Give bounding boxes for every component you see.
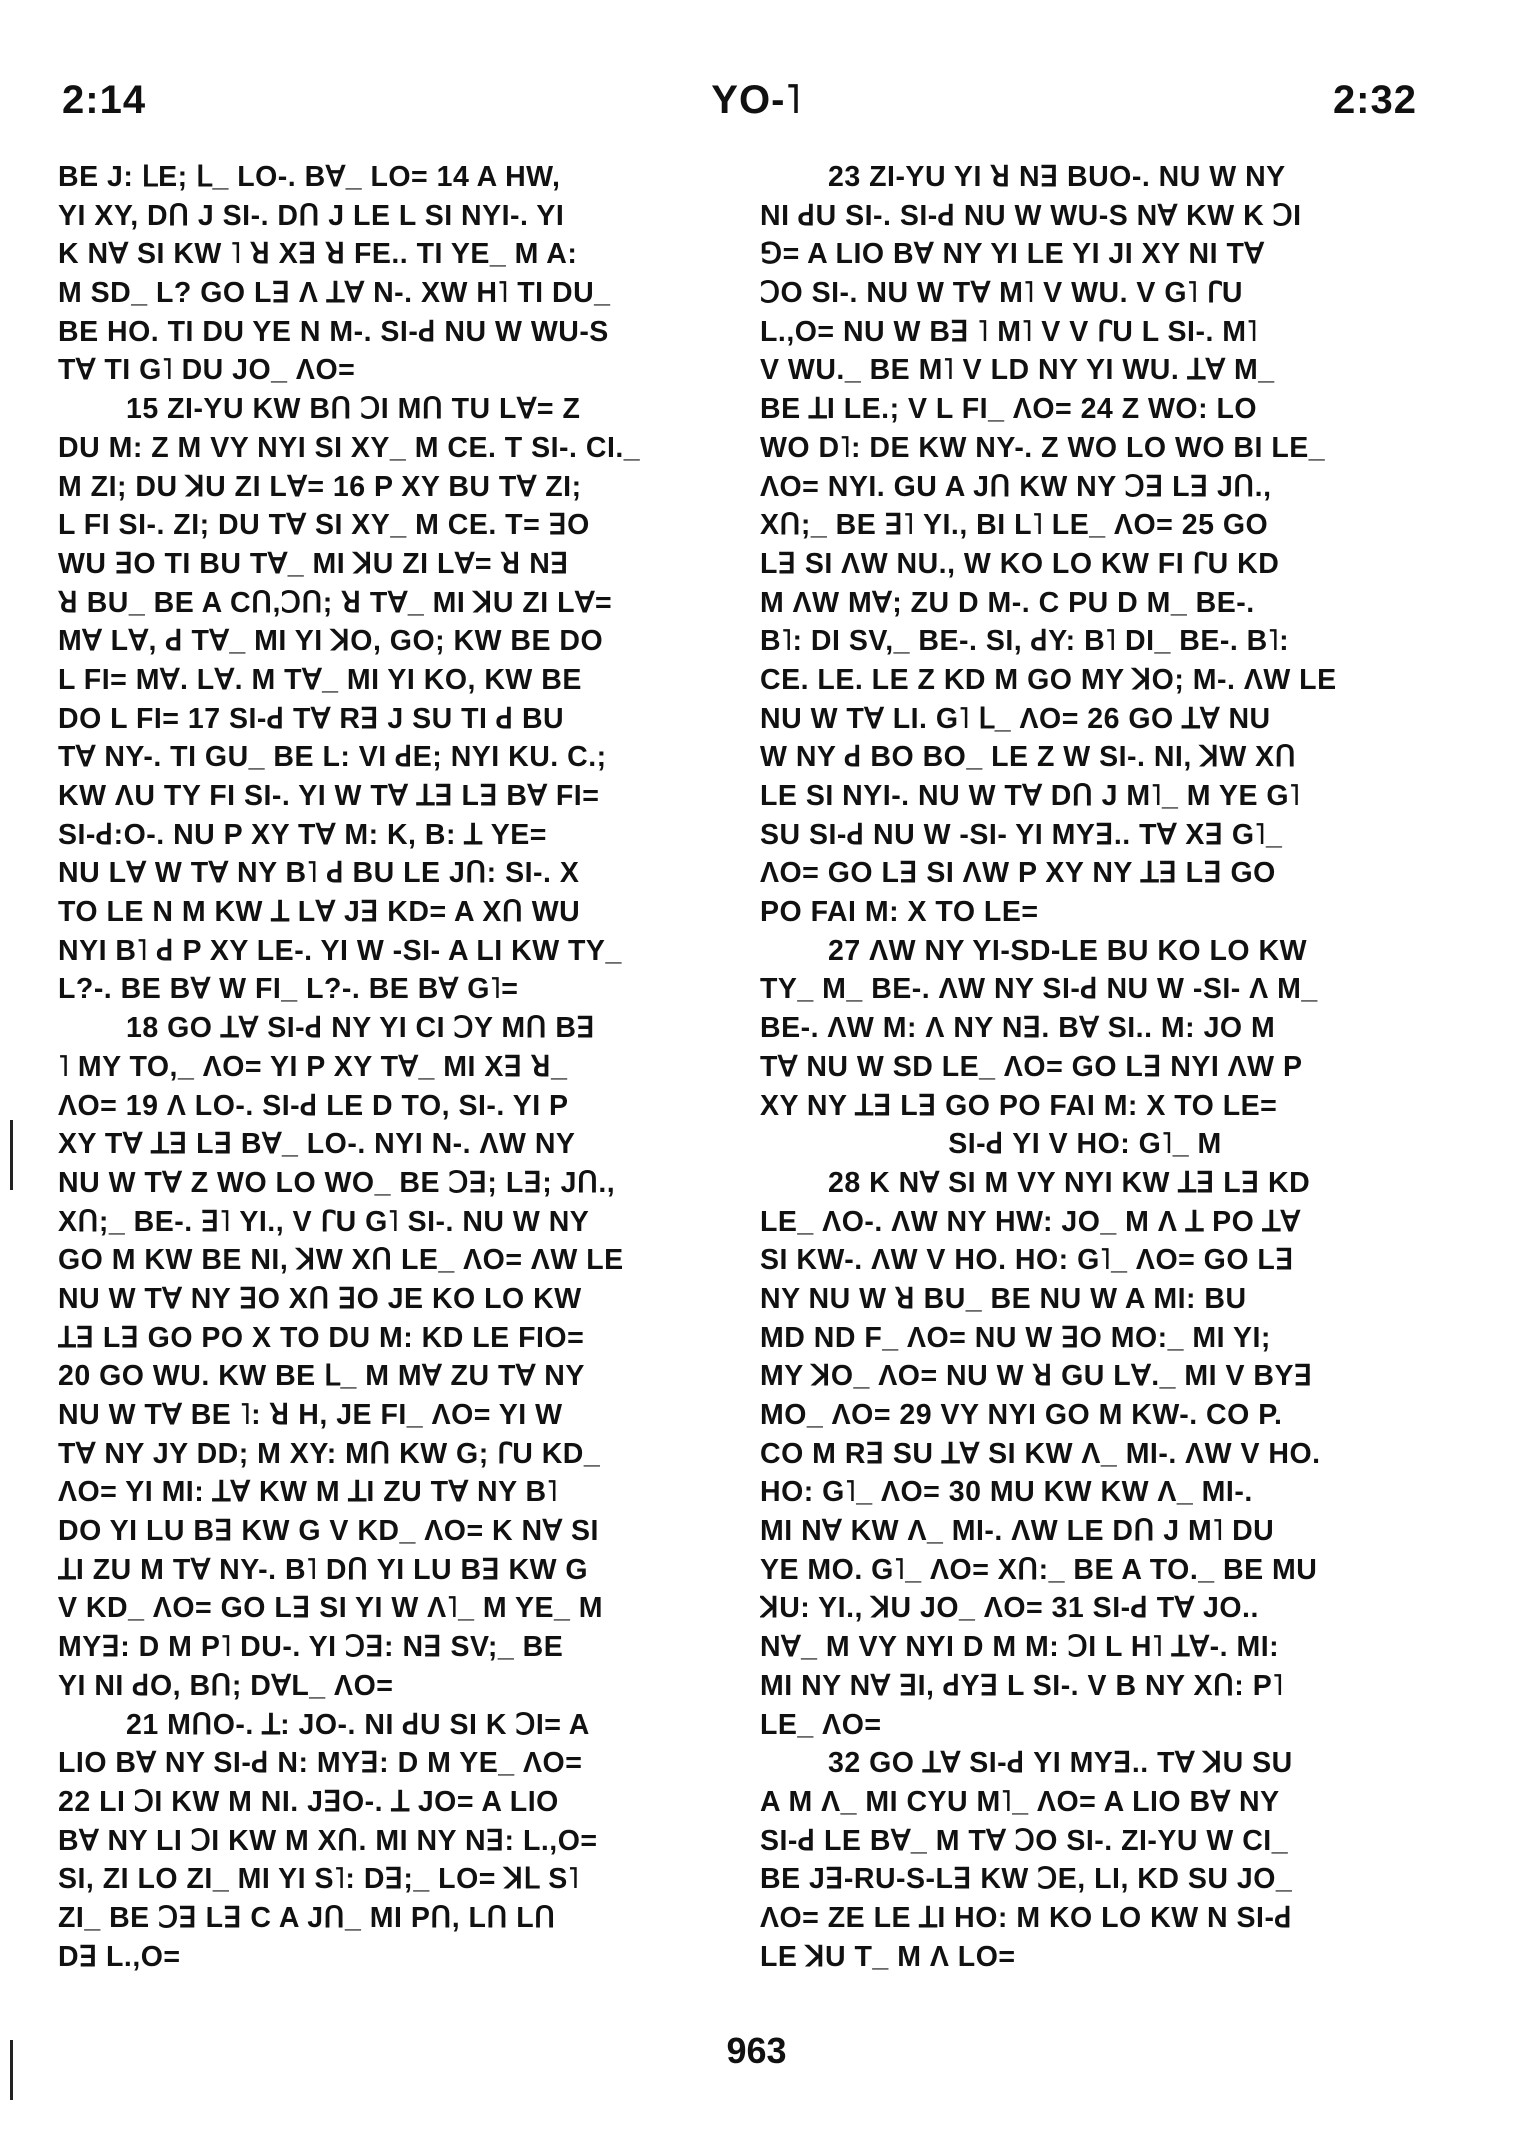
text-line: W NY ꓒ BO BO_ LE Z W SI-. NI, ꓘW Xꓵ <box>760 741 1297 774</box>
page-number: 963 <box>726 2030 787 2071</box>
text-line: L?-. BE Bꓯ W FI_ L?-. BE Bꓯ G˥= <box>58 973 519 1006</box>
text-line: KW ɅU TY FI SI-. YI W Tꓯ ꓕꓱ Lꓱ Bꓯ FI= <box>58 780 600 812</box>
text-line: 28 K Nꓯ SI M VY NYI KW ꓕꓱ Lꓱ KD <box>828 1166 1311 1199</box>
text-line: NYI B˥ ꓒ P XY LE-. YI W -SI- A LI KW TY_ <box>58 934 622 967</box>
text-line: 15 ZI-YU KW Bꓵ ꓛI Mꓵ TU Lꓯ= Z <box>126 393 581 426</box>
text-line: ɅO= YI MI: ꓕꓯ KW M ꓕI ZU Tꓯ NY B˥ <box>58 1476 558 1509</box>
text-line: SU SI-ꓒ NU W -SI- YI MYꓱ.. Tꓯ Xꓱ G˥_ <box>760 818 1283 851</box>
text-line: PO FAI M: X TO LE= <box>760 896 1039 929</box>
left-margin-mark <box>10 1120 13 1190</box>
text-line: SI-ꓒ:O-. NU P XY Tꓯ M: K, B: ꓕ YE= <box>58 818 547 851</box>
text-line: Lꓱ SI ɅW NU., W KO LO KW FI ꓩU KD <box>760 547 1280 580</box>
text-line: CO M Rꓱ SU ꓕꓯ SI KW Ʌ_ MI-. ɅW V HO. <box>760 1437 1321 1470</box>
text-line: SI, ZI LO ZI_ MI YI S˥: Dꓱ;_ LO= ꓘꓡ S˥ <box>58 1863 580 1896</box>
text-line: NU W Tꓯ BE ˥: ꓤ H, JE FI_ ɅO= YI W <box>58 1399 563 1431</box>
text-line: L.,O= NU W Bꓱ ˥ M˥ V V ꓩU L SI-. M˥ <box>760 315 1258 348</box>
text-line: 18 GO ꓕꓯ SI-ꓒ NY YI CI ꓛY Mꓵ Bꓱ <box>126 1012 596 1045</box>
text-line: NU W Tꓯ LI. G˥ ꓡ_ ɅO= 26 GO ꓕꓯ NU <box>760 702 1271 735</box>
text-line: LE_ ɅO= <box>760 1708 882 1741</box>
text-line: NU Lꓯ W Tꓯ NY B˥ ꓒ BU LE Jꓵ: SI-. X <box>58 857 580 890</box>
text-line: CE. LE. LE Z KD M GO MY ꓘO; M-. ɅW LE <box>760 663 1337 696</box>
text-line: HO: G˥_ ɅO= 30 MU KW KW Ʌ_ MI-. <box>760 1476 1253 1509</box>
text-line: Tꓯ NY JY DD; M XY: Mꓵ KW G; ꓩU KD_ <box>58 1437 601 1470</box>
text-line: A M Ʌ_ MI CYU M˥_ ɅO= A LIO Bꓯ NY <box>760 1785 1280 1818</box>
text-line: YI NI ꓒO, Bꓵ; DꓯL_ ɅO= <box>58 1669 394 1702</box>
text-line: WU ꓱO TI BU Tꓯ_ MI ꓘU ZI Lꓯ= ꓤ Nꓱ <box>58 547 569 580</box>
text-line: K Nꓯ SI KW ˥ ꓤ Xꓱ ꓤ FE.. TI YE_ M A: <box>58 238 578 271</box>
text-line: Mꓯ Lꓯ, ꓒ Tꓯ_ MI YI ꓘO, GO; KW BE DO <box>58 625 604 658</box>
text-line: B˥: DI SV,_ BE-. SI, ꓒY: B˥ DI_ BE-. B˥: <box>760 625 1290 658</box>
text-line: 20 GO WU. KW BE ꓡ_ M Mꓯ ZU Tꓯ NY <box>58 1360 585 1393</box>
text-line: YI XY, Dꓵ J SI-. Dꓵ J LE L SI NYI-. YI <box>58 199 565 232</box>
text-line: Xꓵ;_ BE-. ꓱ˥ YI., V ꓩU G˥ SI-. NU W NY <box>58 1205 590 1238</box>
text-line: BE-. ɅW M: Ʌ NY Nꓱ. Bꓯ SI.. M: JO M <box>760 1012 1276 1045</box>
text-line: 23 ZI-YU YI ꓤ Nꓱ BUO-. NU W NY <box>828 161 1286 193</box>
text-line: 32 GO ꓕꓯ SI-ꓒ YI MYꓱ.. Tꓯ ꓘU SU <box>828 1747 1293 1780</box>
text-line: TY_ M_ BE-. ɅW NY SI-ꓒ NU W -SI- Ʌ M_ <box>760 973 1318 1006</box>
text-line: BE HO. TI DU YE N M-. SI-ꓒ NU W WU-S <box>58 315 609 348</box>
text-line: 21 MꓵO-. ꓕ: JO-. NI ꓒU SI K ꓛI= A <box>126 1708 590 1741</box>
text-line: WO D˥: DE KW NY-. Z WO LO WO BI LE_ <box>760 431 1326 464</box>
text-line: L FI= Mꓯ. Lꓯ. M Tꓯ_ MI YI KO, KW BE <box>58 663 582 696</box>
text-line: ɅO= GO Lꓱ SI ɅW P XY NY ꓕꓱ Lꓱ GO <box>760 857 1276 890</box>
section-heading: SI-ꓒ YI V HO: G˥_ M <box>948 1128 1222 1161</box>
text-line: ɅO= 19 Ʌ LO-. SI-ꓒ LE D TO, SI-. YI P <box>58 1089 569 1122</box>
text-line: ꓕI ZU M Tꓯ NY-. B˥ Dꓵ YI LU Bꓱ KW G <box>58 1553 589 1586</box>
text-line: ˥ MY TO,_ ɅO= YI P XY Tꓯ_ MI Xꓱ ꓤ_ <box>58 1050 568 1083</box>
text-line: BE Jꓱ-RU-S-Lꓱ KW ꓛE, LI, KD SU JO_ <box>760 1863 1293 1896</box>
text-line: TO LE N M KW ꓕ Lꓯ Jꓱ KD= A Xꓵ WU <box>58 896 581 929</box>
text-line: M SD_ L? GO Lꓱ Ʌ ꓕꓯ N-. XW H˥ TI DU_ <box>58 277 611 310</box>
text-line: LE_ ɅO-. ɅW NY HW: JO_ M Ʌ ꓕ PO ꓕꓯ <box>760 1205 1301 1238</box>
text-line: MY ꓘO_ ɅO= NU W ꓤ GU Lꓯ._ MI V BYꓱ <box>760 1360 1313 1393</box>
text-line: MO_ ɅO= 29 VY NYI GO M KW-. CO P. <box>760 1399 1283 1431</box>
text-line: Bꓯ NY LI ꓛI KW M Xꓵ. MI NY Nꓱ: L.,O= <box>58 1824 598 1857</box>
text-line: LIO Bꓯ NY SI-ꓒ N: MYꓱ: D M YE_ ɅO= <box>58 1747 583 1780</box>
text-line: MI Nꓯ KW Ʌ_ MI-. ɅW LE Dꓵ J M˥ DU <box>760 1515 1275 1548</box>
text-line: SI-ꓒ LE Bꓯ_ M Tꓯ ꓛO SI-. ZI-YU W CI_ <box>760 1824 1289 1857</box>
text-line: ⅁= A LIO Bꓯ NY YI LE YI JI XY NI Tꓯ <box>760 238 1265 271</box>
text-line: ꓘU: YI., ꓘU JO_ ɅO= 31 SI-ꓒ Tꓯ JO.. <box>760 1592 1259 1625</box>
text-line: ꓕꓱ Lꓱ GO PO X TO DU M: KD LE FIO= <box>58 1321 585 1354</box>
text-line: M ZI; DU ꓘU ZI Lꓯ= 16 P XY BU Tꓯ ZI; <box>58 470 582 503</box>
header-verse-end: 2:32 <box>1332 78 1417 122</box>
text-line: BE ꓕI LE.; V L FI_ ɅO= 24 Z WO: LO <box>760 393 1258 426</box>
text-line: MYꓱ: D M P˥ DU-. YI ꓛꓱ: Nꓱ SV;_ BE <box>58 1631 564 1664</box>
right-text-column <box>760 158 1410 1976</box>
text-line: V KD_ ɅO= GO Lꓱ SI YI W Ʌ˥_ M YE_ M <box>58 1592 604 1625</box>
text-line: DO L FI= 17 SI-ꓒ Tꓯ Rꓱ J SU TI ꓒ BU <box>58 702 565 735</box>
text-line: V WU._ BE M˥ V LD NY YI WU. ꓕꓯ M_ <box>760 354 1275 387</box>
header-verse-start: 2:14 <box>62 78 147 122</box>
text-line: ɅO= NYI. GU A Jꓵ KW NY ꓛꓱ Lꓱ Jꓵ., <box>760 470 1272 503</box>
left-text-column <box>58 158 708 1976</box>
text-line: XY NY ꓕꓱ Lꓱ GO PO FAI M: X TO LE= <box>760 1089 1278 1122</box>
text-line: Tꓯ NY-. TI GU_ BE L: VI ꓒE; NYI KU. C.; <box>58 741 607 774</box>
text-line: Tꓯ NU W SD LE_ ɅO= GO Lꓱ NYI ɅW P <box>760 1050 1303 1083</box>
text-line: Xꓵ;_ BE ꓱ˥ YI., BI L˥ LE_ ɅO= 25 GO <box>760 509 1269 542</box>
text-line: NU W Tꓯ NY ꓱO Xꓵ ꓱO JE KO LO KW <box>58 1282 582 1315</box>
text-line: YE MO. G˥_ ɅO= Xꓵ:_ BE A TO._ BE MU <box>760 1553 1318 1586</box>
text-line: XY Tꓯ ꓕꓱ Lꓱ Bꓯ_ LO-. NYI N-. ɅW NY <box>58 1128 576 1161</box>
text-line: NU W Tꓯ Z WO LO WO_ BE ꓛꓱ; Lꓱ; Jꓵ., <box>58 1166 616 1199</box>
text-line: Tꓯ TI G˥ DU JO_ ɅO= <box>58 354 356 387</box>
text-line: L FI SI-. ZI; DU Tꓯ SI XY_ M CE. T= ꓱO <box>58 509 590 542</box>
text-line: ɅO= ZE LE ꓕI HO: M KO LO KW N SI-ꓒ <box>760 1901 1293 1934</box>
text-line: MD ND F_ ɅO= NU W ꓱO MO:_ MI YI; <box>760 1321 1271 1354</box>
text-line: LE ꓘU T_ M Ʌ LO= <box>760 1940 1016 1973</box>
text-line: 22 LI ꓛI KW M NI. JꓱO-. ꓕ JO= A LIO <box>58 1785 559 1818</box>
text-line: NI ꓒU SI-. SI-ꓒ NU W WU-S Nꓯ KW K ꓛI <box>760 199 1302 232</box>
text-line: Nꓯ_ M VY NYI D M M: ꓛI L H˥ ꓕꓯ-. MI: <box>760 1631 1280 1664</box>
text-line: DU M: Z M VY NYI SI XY_ M CE. T SI-. CI._ <box>58 431 641 464</box>
text-line: BE J: ꓡE; ꓡ_ LO-. Bꓯ_ LO= 14 A HW, <box>58 161 561 193</box>
text-line: GO M KW BE NI, ꓘW Xꓵ LE_ ɅO= ɅW LE <box>58 1244 624 1277</box>
text-line: MI NY Nꓯ ꓱI, ꓒYꓱ L SI-. V B NY Xꓵ: P˥ <box>760 1669 1284 1702</box>
text-line: DO YI LU Bꓱ KW G V KD_ ɅO= K Nꓯ SI <box>58 1515 599 1548</box>
text-line: ꓤ BU_ BE A Cꓵ,ꓛꓵ; ꓤ Tꓯ_ MI ꓘU ZI Lꓯ= <box>58 586 613 619</box>
text-line: Dꓱ L.,O= <box>58 1940 181 1973</box>
text-line: SI KW-. ɅW V HO. HO: G˥_ ɅO= GO Lꓱ <box>760 1244 1294 1277</box>
text-line: LE SI NYI-. NU W Tꓯ Dꓵ J M˥_ M YE G˥ <box>760 780 1301 812</box>
text-line: ZI_ BE ꓛꓱ Lꓱ C A Jꓵ_ MI Pꓵ, Lꓵ Lꓵ <box>58 1901 556 1934</box>
text-line: NY NU W ꓤ BU_ BE NU W A MI: BU <box>760 1282 1247 1315</box>
text-line: ꓛO SI-. NU W Tꓯ M˥ V WU. V G˥ ꓩU <box>760 277 1244 310</box>
header-book-title: YO-˥ <box>711 78 802 122</box>
text-line: M ɅW Mꓯ; ZU D M-. C PU D M_ BE-. <box>760 586 1255 619</box>
text-line: 27 ɅW NY YI-SD-LE BU KO LO KW <box>828 934 1307 967</box>
